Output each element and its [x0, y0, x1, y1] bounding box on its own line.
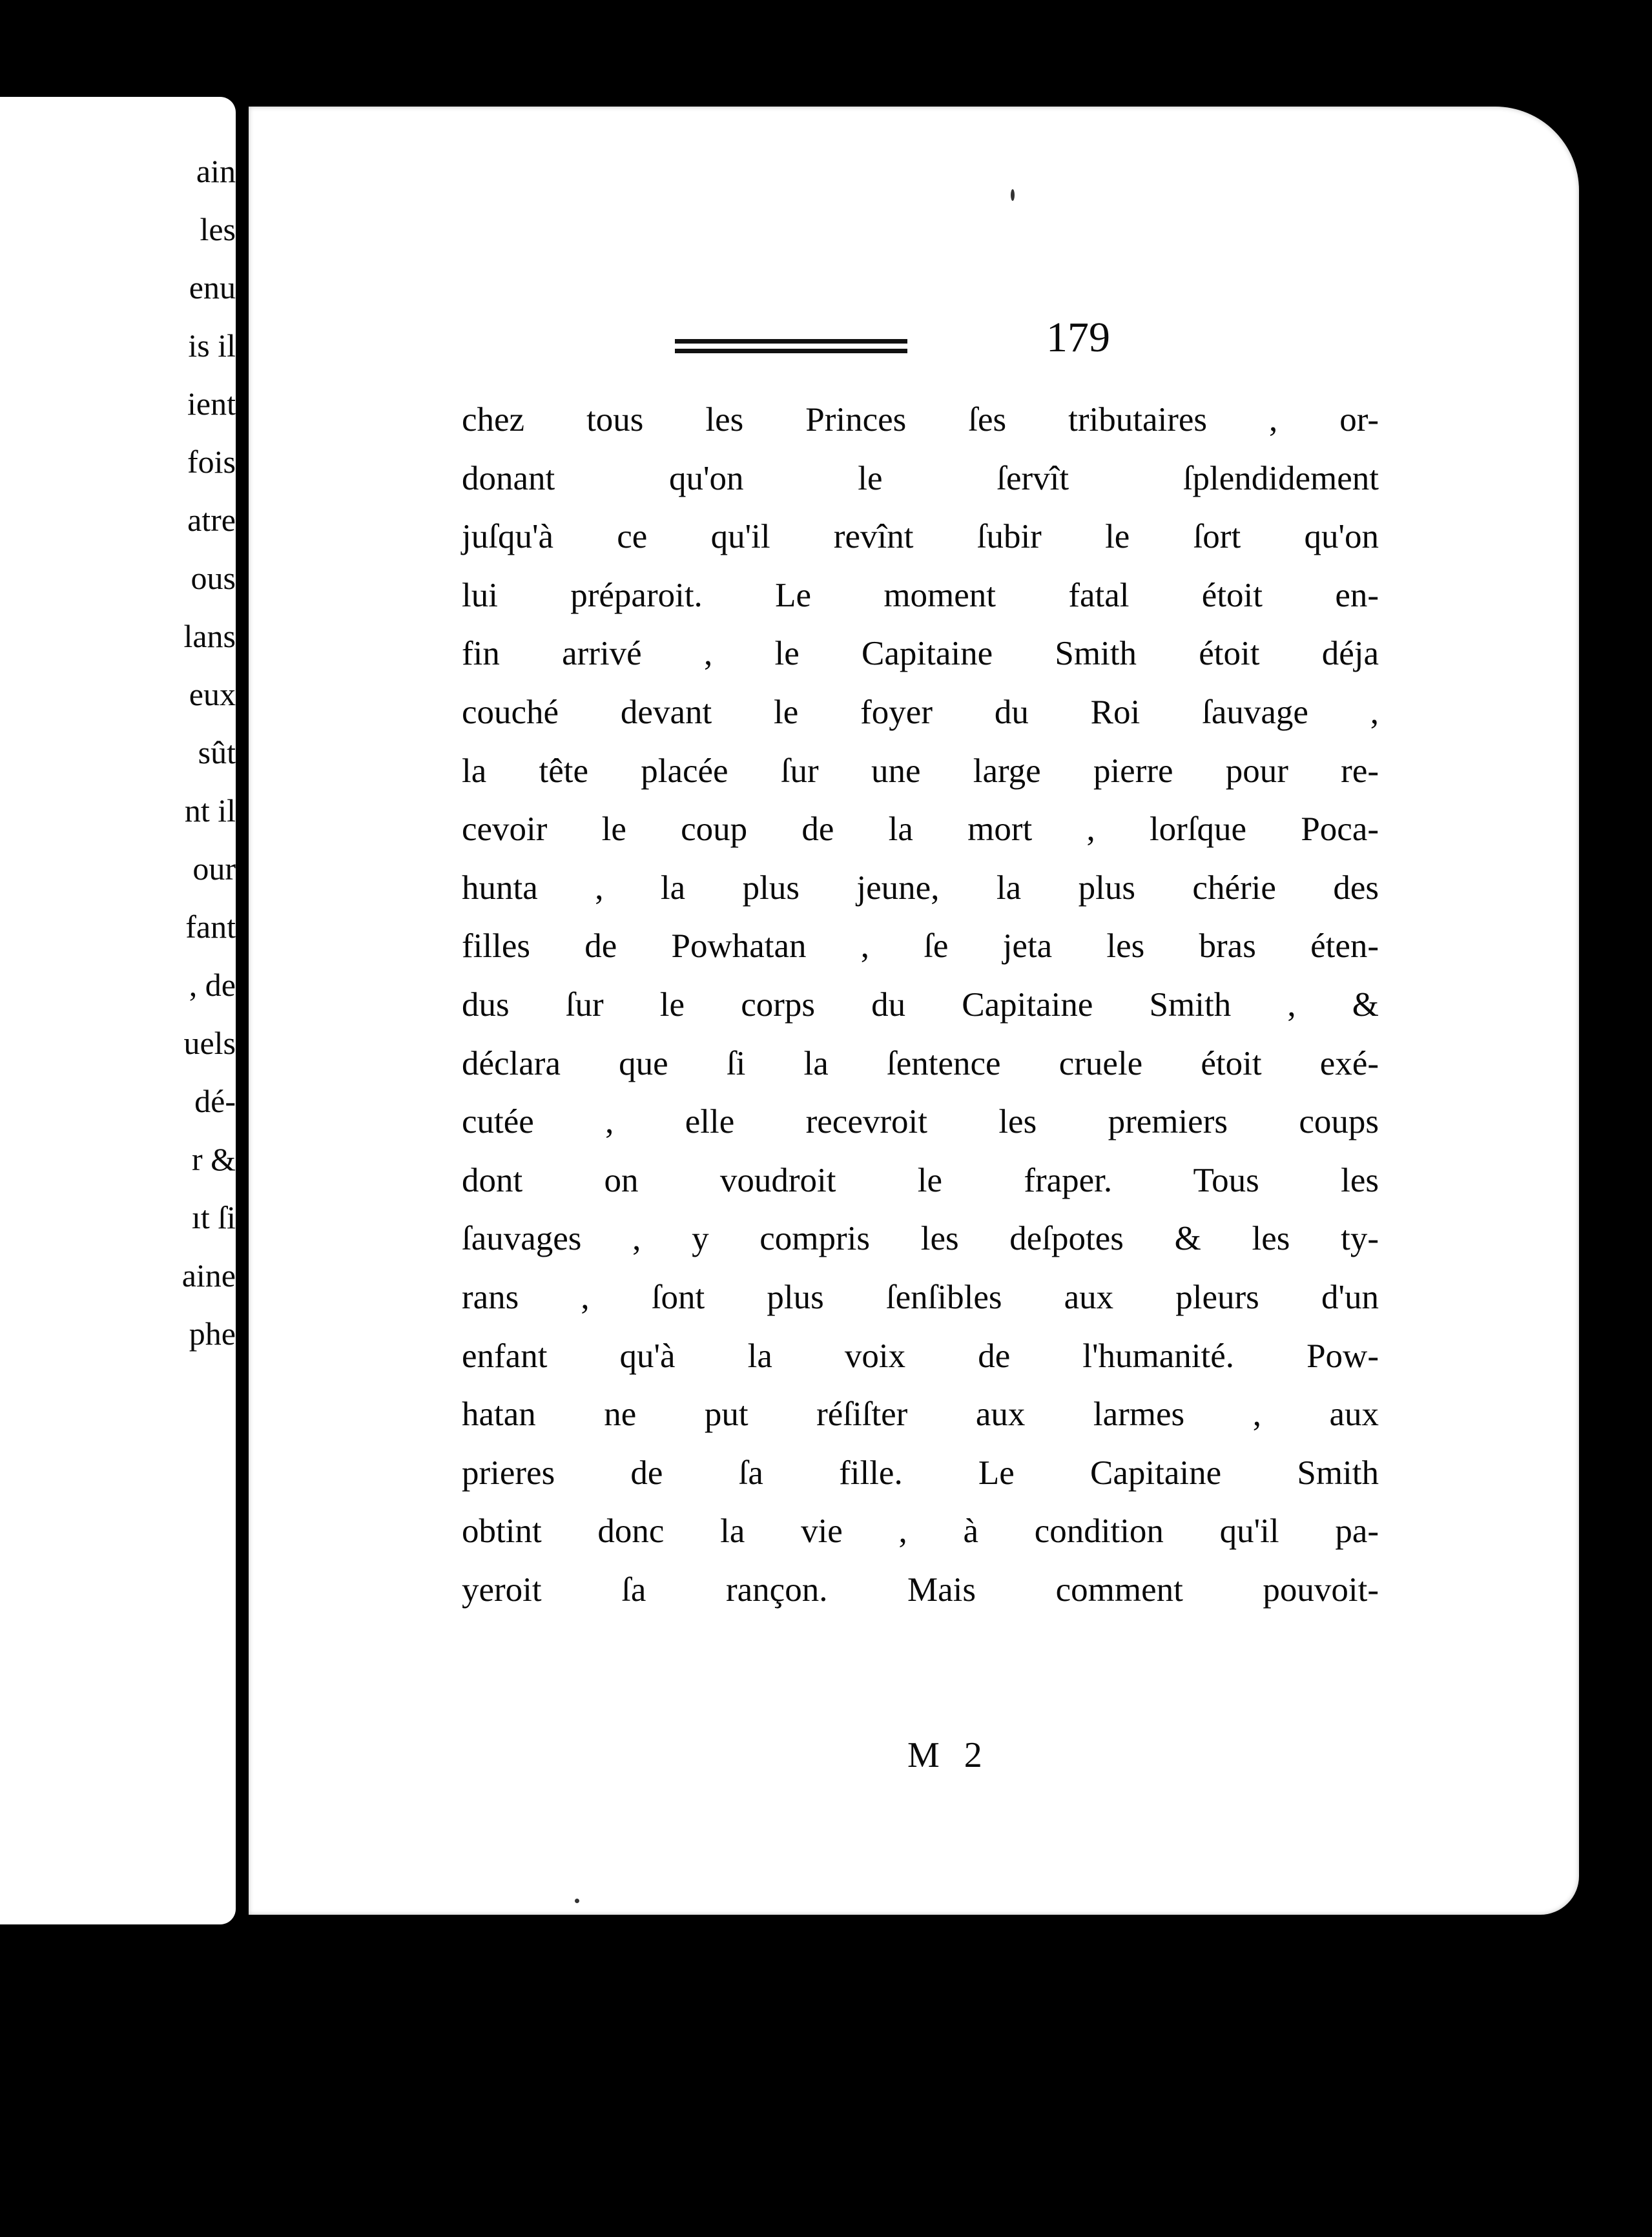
left-page-fragment: ous [191, 560, 236, 596]
text-line: lui préparoit. Le moment fatal étoit en- [462, 576, 1379, 614]
left-page-fragment: les [200, 211, 236, 247]
left-page-fragment: lans [183, 618, 236, 654]
text-line: déclara que ſi la ſentence cruele étoit exé- [462, 1044, 1379, 1082]
text-line: ſauvages , y compris les deſpotes & les ty- [462, 1220, 1379, 1258]
paper-speck [1011, 189, 1015, 201]
text-line: yeroit ſa rançon. Mais comment pouvoit- [462, 1571, 1379, 1609]
text-line: dont on voudroit le fraper. Tous les [462, 1161, 1379, 1199]
book-gutter [236, 77, 249, 1937]
left-page-fragment: , de [189, 967, 236, 1003]
text-line: donant qu'on le ſervît ſplendidement [462, 459, 1379, 497]
right-page [249, 107, 1579, 1915]
left-page-fragment: eux [189, 676, 236, 712]
left-page-fragment: fois [187, 444, 236, 480]
left-page-fragment: atre [187, 502, 236, 538]
text-line: obtint donc la vie , à condition qu'il pa- [462, 1512, 1379, 1551]
header-double-rule [675, 339, 907, 353]
text-line: cutée , elle recevroit les premiers coups [462, 1103, 1379, 1141]
text-line: chez tous les Princes ſes tributaires , or- [462, 401, 1379, 438]
text-line: hatan ne put réſiſter aux larmes , aux [462, 1396, 1379, 1434]
body-text [462, 391, 1379, 1619]
text-line: cevoir le coup de la mort , lorſque Poca- [462, 810, 1379, 849]
text-line: juſqu'à ce qu'il revînt ſubir le ſort qu'on [462, 518, 1379, 556]
text-line: filles de Powhatan , ſe jeta les bras éten- [462, 927, 1379, 965]
text-line: hunta , la plus jeune, la plus chérie des [462, 869, 1379, 907]
text-line: enfant qu'à la voix de l'humanité. Pow- [462, 1337, 1379, 1375]
left-page-fragment: phe [189, 1315, 236, 1352]
page-number: 179 [1046, 314, 1110, 361]
text-line: prieres de ſa fille. Le Capitaine Smith [462, 1454, 1379, 1492]
left-page-fragment: ain [196, 153, 236, 189]
left-page [0, 97, 236, 1924]
left-page-fragment: our [192, 850, 236, 887]
left-page-fragment: sût [198, 734, 236, 770]
left-page-fragment: dé- [194, 1083, 236, 1119]
left-page-fragment: fant [185, 909, 236, 945]
left-page-fragment: ıt ſi [191, 1199, 236, 1235]
left-page-fragment: uels [183, 1025, 236, 1061]
left-page-fragment: is il [188, 327, 236, 364]
paper-speck [575, 1899, 579, 1903]
text-line: couché devant le foyer du Roi ſauvage , [462, 693, 1379, 731]
left-page-fragment: ient [187, 386, 236, 422]
left-page-fragment: enu [189, 269, 236, 305]
text-line: rans , ſont plus ſenſibles aux pleurs d'un [462, 1278, 1379, 1316]
left-page-fragment: aine [181, 1257, 236, 1294]
signature-mark: M 2 [907, 1735, 990, 1775]
left-page-fragment: r & [191, 1141, 236, 1177]
text-line: dus ſur le corps du Capitaine Smith , & [462, 985, 1379, 1024]
text-line: fin arrivé , le Capitaine Smith étoit déja [462, 635, 1379, 673]
left-page-fragment: nt il [184, 792, 236, 829]
text-line: la tête placée ſur une large pierre pour re- [462, 752, 1379, 790]
